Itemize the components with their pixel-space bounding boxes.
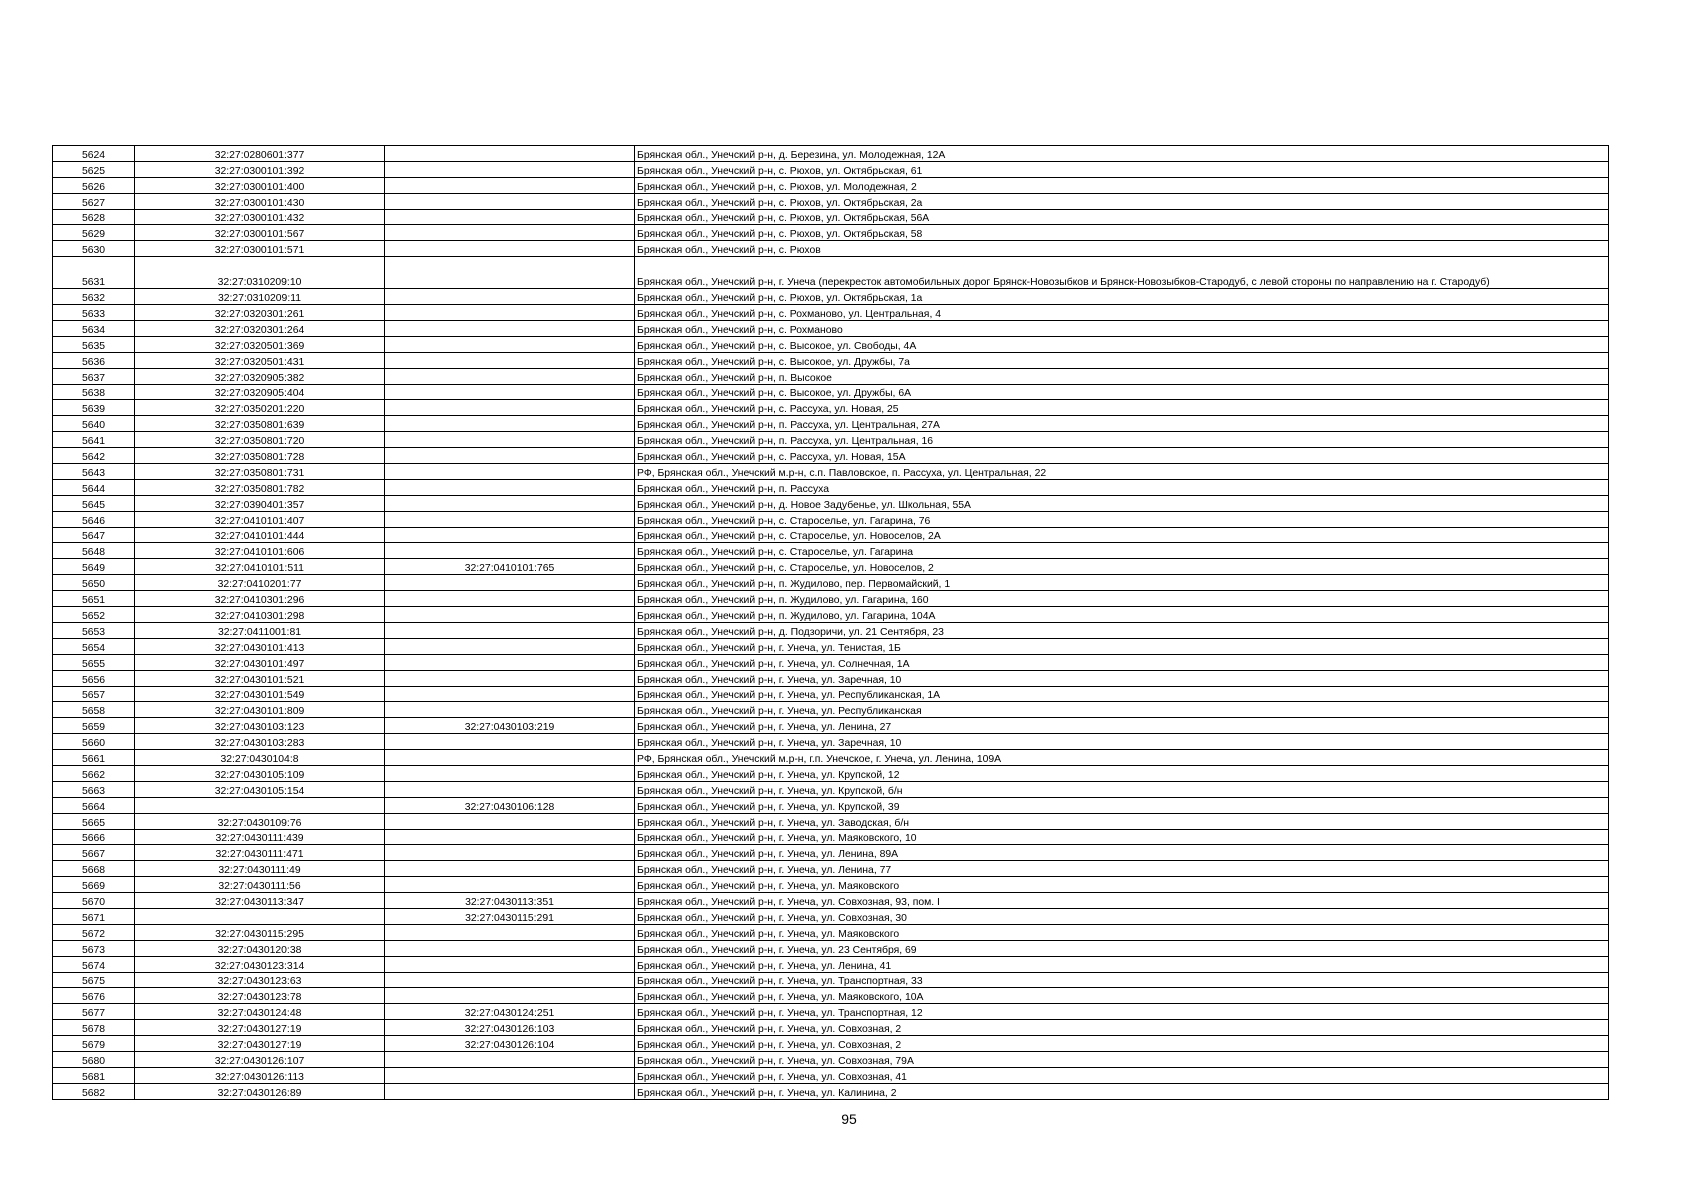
address-cell: Брянская обл., Унечский р-н, г. Унеча, ул. Калинина, 2 xyxy=(635,1083,1609,1099)
address-cell: РФ, Брянская обл., Унечский м.р-н, г.п. Унечское, г. Унеча, ул. Ленина, 109А xyxy=(635,750,1609,766)
row-number-cell: 5660 xyxy=(53,734,135,750)
row-number-cell: 5640 xyxy=(53,416,135,432)
row-number-cell: 5628 xyxy=(53,209,135,225)
table-row xyxy=(53,845,1609,861)
related-cadastral-number-cell: 32:27:0430113:351 xyxy=(385,893,635,909)
related-cadastral-number-cell xyxy=(385,1051,635,1067)
table-row xyxy=(53,527,1609,543)
cadastral-number-cell: 32:27:0320501:431 xyxy=(135,352,385,368)
table-row xyxy=(53,1051,1609,1067)
cadastral-number-cell: 32:27:0430111:439 xyxy=(135,829,385,845)
row-number-cell: 5675 xyxy=(53,972,135,988)
address-cell: Брянская обл., Унечский р-н, п. Жудилово, ул. Гагарина, 104А xyxy=(635,607,1609,623)
address-cell: Брянская обл., Унечский р-н, г. Унеча, ул. Транспортная, 12 xyxy=(635,1004,1609,1020)
related-cadastral-number-cell xyxy=(385,686,635,702)
address-cell: Брянская обл., Унечский р-н, г. Унеча, ул. Транспортная, 33 xyxy=(635,972,1609,988)
table-row xyxy=(53,177,1609,193)
table-row xyxy=(53,368,1609,384)
related-cadastral-number-cell xyxy=(385,527,635,543)
related-cadastral-number-cell xyxy=(385,416,635,432)
address-cell: Брянская обл., Унечский р-н, г. Унеча, ул. Заречная, 10 xyxy=(635,670,1609,686)
address-cell: Брянская обл., Унечский р-н, г. Унеча, ул. Маяковского, 10 xyxy=(635,829,1609,845)
table-row xyxy=(53,336,1609,352)
row-number-cell: 5631 xyxy=(53,257,135,289)
cadastral-number-cell: 32:27:0320905:382 xyxy=(135,368,385,384)
address-cell: Брянская обл., Унечский р-н, г. Унеча, ул. Республиканская, 1А xyxy=(635,686,1609,702)
related-cadastral-number-cell xyxy=(385,654,635,670)
address-cell: Брянская обл., Унечский р-н, г. Унеча (перекресток автомобильных дорог Брянск-Новозыбков и Брянск-Новозыбков-Стародуб, с левой стороны по направлению на г. Стародуб) xyxy=(635,257,1609,289)
table-row xyxy=(53,559,1609,575)
table-row xyxy=(53,988,1609,1004)
cadastral-number-cell: 32:27:0430111:56 xyxy=(135,877,385,893)
cadastral-number-cell: 32:27:0430123:78 xyxy=(135,988,385,1004)
address-cell: Брянская обл., Унечский р-н, г. Унеча, ул. Совхозная, 30 xyxy=(635,908,1609,924)
cadastral-number-cell: 32:27:0350201:220 xyxy=(135,400,385,416)
cadastral-number-cell: 32:27:0300101:432 xyxy=(135,209,385,225)
address-cell: Брянская обл., Унечский р-н, п. Жудилово, ул. Гагарина, 160 xyxy=(635,591,1609,607)
table-row xyxy=(53,1067,1609,1083)
cadastral-number-cell: 32:27:0300101:400 xyxy=(135,177,385,193)
address-cell: Брянская обл., Унечский р-н, п. Рассуха xyxy=(635,479,1609,495)
cadastral-number-cell: 32:27:0430111:471 xyxy=(135,845,385,861)
related-cadastral-number-cell xyxy=(385,289,635,305)
related-cadastral-number-cell xyxy=(385,575,635,591)
table-row xyxy=(53,972,1609,988)
table-row xyxy=(53,686,1609,702)
table-row xyxy=(53,765,1609,781)
row-number-cell: 5630 xyxy=(53,241,135,257)
address-cell: Брянская обл., Унечский р-н, с. Рюхов, ул. Молодежная, 2 xyxy=(635,177,1609,193)
address-cell: Брянская обл., Унечский р-н, с. Рохманово xyxy=(635,321,1609,337)
table-row xyxy=(53,209,1609,225)
related-cadastral-number-cell xyxy=(385,988,635,1004)
related-cadastral-number-cell xyxy=(385,670,635,686)
table-row xyxy=(53,257,1609,289)
cadastral-number-cell: 32:27:0430113:347 xyxy=(135,893,385,909)
address-cell: РФ, Брянская обл., Унечский м.р-н, с.п. Павловское, п. Рассуха, ул. Центральная, 22 xyxy=(635,464,1609,480)
related-cadastral-number-cell xyxy=(385,877,635,893)
row-number-cell: 5639 xyxy=(53,400,135,416)
row-number-cell: 5680 xyxy=(53,1051,135,1067)
table-row xyxy=(53,161,1609,177)
table-row xyxy=(53,352,1609,368)
cadastral-number-cell: 32:27:0430127:19 xyxy=(135,1020,385,1036)
row-number-cell: 5641 xyxy=(53,432,135,448)
related-cadastral-number-cell xyxy=(385,734,635,750)
cadastral-number-cell: 32:27:0350801:782 xyxy=(135,479,385,495)
cadastral-number-cell: 32:27:0350801:728 xyxy=(135,448,385,464)
row-number-cell: 5653 xyxy=(53,622,135,638)
row-number-cell: 5678 xyxy=(53,1020,135,1036)
related-cadastral-number-cell xyxy=(385,750,635,766)
row-number-cell: 5637 xyxy=(53,368,135,384)
related-cadastral-number-cell xyxy=(385,861,635,877)
address-cell: Брянская обл., Унечский р-н, с. Рассуха, ул. Новая, 25 xyxy=(635,400,1609,416)
related-cadastral-number-cell xyxy=(385,146,635,162)
cadastral-number-cell: 32:27:0430115:295 xyxy=(135,924,385,940)
cadastral-number-cell xyxy=(135,797,385,813)
related-cadastral-number-cell xyxy=(385,972,635,988)
cadastral-number-cell: 32:27:0300101:430 xyxy=(135,193,385,209)
related-cadastral-number-cell: 32:27:0430103:219 xyxy=(385,718,635,734)
row-number-cell: 5647 xyxy=(53,527,135,543)
cadastral-number-cell: 32:27:0410101:444 xyxy=(135,527,385,543)
cadastral-number-cell: 32:27:0300101:567 xyxy=(135,225,385,241)
address-cell: Брянская обл., Унечский р-н, г. Унеча, ул. Маяковского xyxy=(635,924,1609,940)
address-cell: Брянская обл., Унечский р-н, с. Староселье, ул. Новоселов, 2 xyxy=(635,559,1609,575)
table-row xyxy=(53,654,1609,670)
related-cadastral-number-cell xyxy=(385,829,635,845)
cadastral-number-cell: 32:27:0410101:511 xyxy=(135,559,385,575)
related-cadastral-number-cell xyxy=(385,1067,635,1083)
related-cadastral-number-cell xyxy=(385,368,635,384)
row-number-cell: 5650 xyxy=(53,575,135,591)
related-cadastral-number-cell xyxy=(385,448,635,464)
table-row xyxy=(53,591,1609,607)
address-cell: Брянская обл., Унечский р-н, г. Унеча, ул. Ленина, 27 xyxy=(635,718,1609,734)
table-row xyxy=(53,908,1609,924)
table-row xyxy=(53,321,1609,337)
table-row xyxy=(53,893,1609,909)
address-cell: Брянская обл., Унечский р-н, г. Унеча, ул. Совхозная, 93, пом. I xyxy=(635,893,1609,909)
related-cadastral-number-cell: 32:27:0430115:291 xyxy=(385,908,635,924)
table-row xyxy=(53,861,1609,877)
table-row xyxy=(53,193,1609,209)
related-cadastral-number-cell xyxy=(385,638,635,654)
cadastral-number-cell: 32:27:0430103:123 xyxy=(135,718,385,734)
address-cell: Брянская обл., Унечский р-н, г. Унеча, ул. Крупской, 39 xyxy=(635,797,1609,813)
cadastral-number-cell: 32:27:0430101:521 xyxy=(135,670,385,686)
cadastral-number-cell: 32:27:0430103:283 xyxy=(135,734,385,750)
cadastral-number-cell: 32:27:0410101:407 xyxy=(135,511,385,527)
cadastral-number-cell: 32:27:0310209:11 xyxy=(135,289,385,305)
related-cadastral-number-cell xyxy=(385,193,635,209)
cadastral-number-cell: 32:27:0430124:48 xyxy=(135,1004,385,1020)
table-row xyxy=(53,956,1609,972)
table-row xyxy=(53,877,1609,893)
address-cell: Брянская обл., Унечский р-н, д. Подзоричи, ул. 21 Сентября, 23 xyxy=(635,622,1609,638)
page-number: 95 xyxy=(841,1111,857,1127)
cadastral-number-cell: 32:27:0430101:549 xyxy=(135,686,385,702)
row-number-cell: 5679 xyxy=(53,1036,135,1052)
address-cell: Брянская обл., Унечский р-н, г. Унеча, ул. Ленина, 89А xyxy=(635,845,1609,861)
table-row xyxy=(53,940,1609,956)
related-cadastral-number-cell xyxy=(385,622,635,638)
related-cadastral-number-cell xyxy=(385,161,635,177)
table-row xyxy=(53,924,1609,940)
related-cadastral-number-cell xyxy=(385,177,635,193)
related-cadastral-number-cell xyxy=(385,511,635,527)
row-number-cell: 5682 xyxy=(53,1083,135,1099)
address-cell: Брянская обл., Унечский р-н, г. Унеча, ул. Совхозная, 41 xyxy=(635,1067,1609,1083)
table-row xyxy=(53,479,1609,495)
row-number-cell: 5652 xyxy=(53,607,135,623)
address-cell: Брянская обл., Унечский р-н, г. Унеча, ул. Маяковского xyxy=(635,877,1609,893)
row-number-cell: 5642 xyxy=(53,448,135,464)
row-number-cell: 5627 xyxy=(53,193,135,209)
related-cadastral-number-cell xyxy=(385,702,635,718)
row-number-cell: 5676 xyxy=(53,988,135,1004)
related-cadastral-number-cell xyxy=(385,765,635,781)
row-number-cell: 5671 xyxy=(53,908,135,924)
table-row xyxy=(53,813,1609,829)
related-cadastral-number-cell xyxy=(385,464,635,480)
related-cadastral-number-cell xyxy=(385,813,635,829)
row-number-cell: 5656 xyxy=(53,670,135,686)
address-cell: Брянская обл., Унечский р-н, г. Унеча, ул. Заводская, б/н xyxy=(635,813,1609,829)
table-body xyxy=(53,146,1609,1100)
related-cadastral-number-cell xyxy=(385,543,635,559)
table-row xyxy=(53,289,1609,305)
row-number-cell: 5663 xyxy=(53,781,135,797)
table-row xyxy=(53,797,1609,813)
table-row xyxy=(53,1004,1609,1020)
table-row xyxy=(53,416,1609,432)
related-cadastral-number-cell xyxy=(385,336,635,352)
related-cadastral-number-cell xyxy=(385,591,635,607)
cadastral-number-cell xyxy=(135,908,385,924)
table-row xyxy=(53,781,1609,797)
row-number-cell: 5625 xyxy=(53,161,135,177)
related-cadastral-number-cell xyxy=(385,940,635,956)
related-cadastral-number-cell xyxy=(385,241,635,257)
address-cell: Брянская обл., Унечский р-н, п. Рассуха, ул. Центральная, 16 xyxy=(635,432,1609,448)
table-row xyxy=(53,432,1609,448)
table-row xyxy=(53,607,1609,623)
table-row xyxy=(53,511,1609,527)
row-number-cell: 5662 xyxy=(53,765,135,781)
row-number-cell: 5657 xyxy=(53,686,135,702)
address-cell: Брянская обл., Унечский р-н, с. Рохманово, ул. Центральная, 4 xyxy=(635,305,1609,321)
cadastral-number-cell: 32:27:0410101:606 xyxy=(135,543,385,559)
table-row xyxy=(53,543,1609,559)
cadastral-number-cell: 32:27:0320501:369 xyxy=(135,336,385,352)
address-cell: Брянская обл., Унечский р-н, г. Унеча, ул. Совхозная, 2 xyxy=(635,1020,1609,1036)
table-row xyxy=(53,241,1609,257)
related-cadastral-number-cell: 32:27:0410101:765 xyxy=(385,559,635,575)
address-cell: Брянская обл., Унечский р-н, с. Рюхов, ул. Октябрьская, 2а xyxy=(635,193,1609,209)
row-number-cell: 5658 xyxy=(53,702,135,718)
related-cadastral-number-cell xyxy=(385,321,635,337)
address-cell: Брянская обл., Унечский р-н, г. Унеча, ул. Ленина, 41 xyxy=(635,956,1609,972)
row-number-cell: 5632 xyxy=(53,289,135,305)
address-cell: Брянская обл., Унечский р-н, г. Унеча, ул. Маяковского, 10А xyxy=(635,988,1609,1004)
address-cell: Брянская обл., Унечский р-н, с. Рюхов, ул. Октябрьская, 56А xyxy=(635,209,1609,225)
row-number-cell: 5646 xyxy=(53,511,135,527)
address-cell: Брянская обл., Унечский р-н, г. Унеча, ул. Крупской, б/н xyxy=(635,781,1609,797)
cadastral-number-cell: 32:27:0350801:731 xyxy=(135,464,385,480)
row-number-cell: 5667 xyxy=(53,845,135,861)
data-table xyxy=(52,145,1609,1100)
row-number-cell: 5673 xyxy=(53,940,135,956)
address-cell: Брянская обл., Унечский р-н, д. Березина, ул. Молодежная, 12А xyxy=(635,146,1609,162)
row-number-cell: 5635 xyxy=(53,336,135,352)
address-cell: Брянская обл., Унечский р-н, г. Унеча, ул. Совхозная, 79А xyxy=(635,1051,1609,1067)
row-number-cell: 5643 xyxy=(53,464,135,480)
row-number-cell: 5654 xyxy=(53,638,135,654)
cadastral-number-cell: 32:27:0410301:298 xyxy=(135,607,385,623)
table-row xyxy=(53,495,1609,511)
table-row xyxy=(53,1083,1609,1099)
table-row xyxy=(53,305,1609,321)
related-cadastral-number-cell: 32:27:0430124:251 xyxy=(385,1004,635,1020)
table-row xyxy=(53,448,1609,464)
related-cadastral-number-cell xyxy=(385,257,635,289)
address-cell: Брянская обл., Унечский р-н, г. Унеча, ул. Солнечная, 1А xyxy=(635,654,1609,670)
row-number-cell: 5668 xyxy=(53,861,135,877)
address-cell: Брянская обл., Унечский р-н, с. Высокое, ул. Свободы, 4А xyxy=(635,336,1609,352)
address-cell: Брянская обл., Унечский р-н, г. Унеча, ул. Заречная, 10 xyxy=(635,734,1609,750)
cadastral-number-cell: 32:27:0310209:10 xyxy=(135,257,385,289)
related-cadastral-number-cell: 32:27:0430126:103 xyxy=(385,1020,635,1036)
cadastral-number-cell: 32:27:0280601:377 xyxy=(135,146,385,162)
cadastral-number-cell: 32:27:0430126:107 xyxy=(135,1051,385,1067)
address-cell: Брянская обл., Унечский р-н, с. Рюхов xyxy=(635,241,1609,257)
related-cadastral-number-cell xyxy=(385,479,635,495)
cadastral-number-cell: 32:27:0430105:109 xyxy=(135,765,385,781)
row-number-cell: 5664 xyxy=(53,797,135,813)
row-number-cell: 5651 xyxy=(53,591,135,607)
row-number-cell: 5669 xyxy=(53,877,135,893)
address-cell: Брянская обл., Унечский р-н, п. Рассуха, ул. Центральная, 27А xyxy=(635,416,1609,432)
cadastral-number-cell: 32:27:0350801:639 xyxy=(135,416,385,432)
address-cell: Брянская обл., Унечский р-н, г. Унеча, ул. Крупской, 12 xyxy=(635,765,1609,781)
cadastral-number-cell: 32:27:0410201:77 xyxy=(135,575,385,591)
related-cadastral-number-cell xyxy=(385,305,635,321)
row-number-cell: 5649 xyxy=(53,559,135,575)
cadastral-number-cell: 32:27:0430126:113 xyxy=(135,1067,385,1083)
cadastral-number-cell: 32:27:0300101:392 xyxy=(135,161,385,177)
table-row xyxy=(53,384,1609,400)
cadastral-number-cell: 32:27:0430120:38 xyxy=(135,940,385,956)
cadastral-number-cell: 32:27:0390401:357 xyxy=(135,495,385,511)
related-cadastral-number-cell xyxy=(385,845,635,861)
table-row xyxy=(53,575,1609,591)
table-row xyxy=(53,638,1609,654)
table-row xyxy=(53,702,1609,718)
related-cadastral-number-cell xyxy=(385,384,635,400)
row-number-cell: 5645 xyxy=(53,495,135,511)
row-number-cell: 5661 xyxy=(53,750,135,766)
related-cadastral-number-cell xyxy=(385,225,635,241)
table-row xyxy=(53,400,1609,416)
row-number-cell: 5670 xyxy=(53,893,135,909)
row-number-cell: 5634 xyxy=(53,321,135,337)
table-row xyxy=(53,734,1609,750)
related-cadastral-number-cell xyxy=(385,956,635,972)
row-number-cell: 5674 xyxy=(53,956,135,972)
table-row xyxy=(53,622,1609,638)
table-row xyxy=(53,146,1609,162)
row-number-cell: 5665 xyxy=(53,813,135,829)
table-row xyxy=(53,829,1609,845)
cadastral-number-cell: 32:27:0430123:314 xyxy=(135,956,385,972)
cadastral-number-cell: 32:27:0320905:404 xyxy=(135,384,385,400)
cadastral-number-cell: 32:27:0350801:720 xyxy=(135,432,385,448)
address-cell: Брянская обл., Унечский р-н, г. Унеча, ул. Тенистая, 1Б xyxy=(635,638,1609,654)
address-cell: Брянская обл., Унечский р-н, п. Жудилово, пер. Первомайский, 1 xyxy=(635,575,1609,591)
table-row xyxy=(53,464,1609,480)
address-cell: Брянская обл., Унечский р-н, п. Высокое xyxy=(635,368,1609,384)
related-cadastral-number-cell xyxy=(385,352,635,368)
table-row xyxy=(53,750,1609,766)
row-number-cell: 5681 xyxy=(53,1067,135,1083)
row-number-cell: 5636 xyxy=(53,352,135,368)
cadastral-number-cell: 32:27:0430105:154 xyxy=(135,781,385,797)
address-cell: Брянская обл., Унечский р-н, д. Новое Задубенье, ул. Школьная, 55А xyxy=(635,495,1609,511)
row-number-cell: 5677 xyxy=(53,1004,135,1020)
row-number-cell: 5629 xyxy=(53,225,135,241)
cadastral-number-cell: 32:27:0430111:49 xyxy=(135,861,385,877)
cadastral-number-cell: 32:27:0410301:296 xyxy=(135,591,385,607)
address-cell: Брянская обл., Унечский р-н, г. Унеча, ул. Совхозная, 2 xyxy=(635,1036,1609,1052)
row-number-cell: 5624 xyxy=(53,146,135,162)
table-row xyxy=(53,225,1609,241)
related-cadastral-number-cell xyxy=(385,924,635,940)
related-cadastral-number-cell xyxy=(385,781,635,797)
row-number-cell: 5638 xyxy=(53,384,135,400)
address-cell: Брянская обл., Унечский р-н, с. Рюхов, ул. Октябрьская, 61 xyxy=(635,161,1609,177)
cadastral-number-cell: 32:27:0430123:63 xyxy=(135,972,385,988)
row-number-cell: 5672 xyxy=(53,924,135,940)
table-row xyxy=(53,718,1609,734)
related-cadastral-number-cell xyxy=(385,495,635,511)
row-number-cell: 5648 xyxy=(53,543,135,559)
related-cadastral-number-cell xyxy=(385,1083,635,1099)
related-cadastral-number-cell xyxy=(385,209,635,225)
cadastral-number-cell: 32:27:0430101:809 xyxy=(135,702,385,718)
cadastral-number-cell: 32:27:0430127:19 xyxy=(135,1036,385,1052)
address-cell: Брянская обл., Унечский р-н, с. Староселье, ул. Гагарина xyxy=(635,543,1609,559)
cadastral-number-cell: 32:27:0430104:8 xyxy=(135,750,385,766)
cadastral-number-cell: 32:27:0430101:413 xyxy=(135,638,385,654)
cadastral-number-cell: 32:27:0430101:497 xyxy=(135,654,385,670)
related-cadastral-number-cell xyxy=(385,400,635,416)
address-cell: Брянская обл., Унечский р-н, г. Унеча, ул. Ленина, 77 xyxy=(635,861,1609,877)
address-cell: Брянская обл., Унечский р-н, с. Рюхов, ул. Октябрьская, 58 xyxy=(635,225,1609,241)
row-number-cell: 5644 xyxy=(53,479,135,495)
address-cell: Брянская обл., Унечский р-н, с. Рассуха, ул. Новая, 15А xyxy=(635,448,1609,464)
related-cadastral-number-cell: 32:27:0430106:128 xyxy=(385,797,635,813)
row-number-cell: 5655 xyxy=(53,654,135,670)
cadastral-number-cell: 32:27:0411001:81 xyxy=(135,622,385,638)
row-number-cell: 5626 xyxy=(53,177,135,193)
related-cadastral-number-cell xyxy=(385,432,635,448)
row-number-cell: 5666 xyxy=(53,829,135,845)
address-cell: Брянская обл., Унечский р-н, с. Высокое, ул. Дружбы, 6А xyxy=(635,384,1609,400)
row-number-cell: 5633 xyxy=(53,305,135,321)
related-cadastral-number-cell xyxy=(385,607,635,623)
address-cell: Брянская обл., Унечский р-н, г. Унеча, ул. Республиканская xyxy=(635,702,1609,718)
cadastral-number-cell: 32:27:0320301:261 xyxy=(135,305,385,321)
cadastral-number-cell: 32:27:0430109:76 xyxy=(135,813,385,829)
cadastral-number-cell: 32:27:0300101:571 xyxy=(135,241,385,257)
table-row xyxy=(53,1036,1609,1052)
address-cell: Брянская обл., Унечский р-н, с. Высокое, ул. Дружбы, 7а xyxy=(635,352,1609,368)
row-number-cell: 5659 xyxy=(53,718,135,734)
related-cadastral-number-cell: 32:27:0430126:104 xyxy=(385,1036,635,1052)
address-cell: Брянская обл., Унечский р-н, г. Унеча, ул. 23 Сентября, 69 xyxy=(635,940,1609,956)
address-cell: Брянская обл., Унечский р-н, с. Староселье, ул. Новоселов, 2А xyxy=(635,527,1609,543)
cadastral-number-cell: 32:27:0320301:264 xyxy=(135,321,385,337)
address-cell: Брянская обл., Унечский р-н, с. Рюхов, ул. Октябрьская, 1а xyxy=(635,289,1609,305)
table-row xyxy=(53,670,1609,686)
cadastral-number-cell: 32:27:0430126:89 xyxy=(135,1083,385,1099)
table-row xyxy=(53,1020,1609,1036)
address-cell: Брянская обл., Унечский р-н, с. Староселье, ул. Гагарина, 76 xyxy=(635,511,1609,527)
